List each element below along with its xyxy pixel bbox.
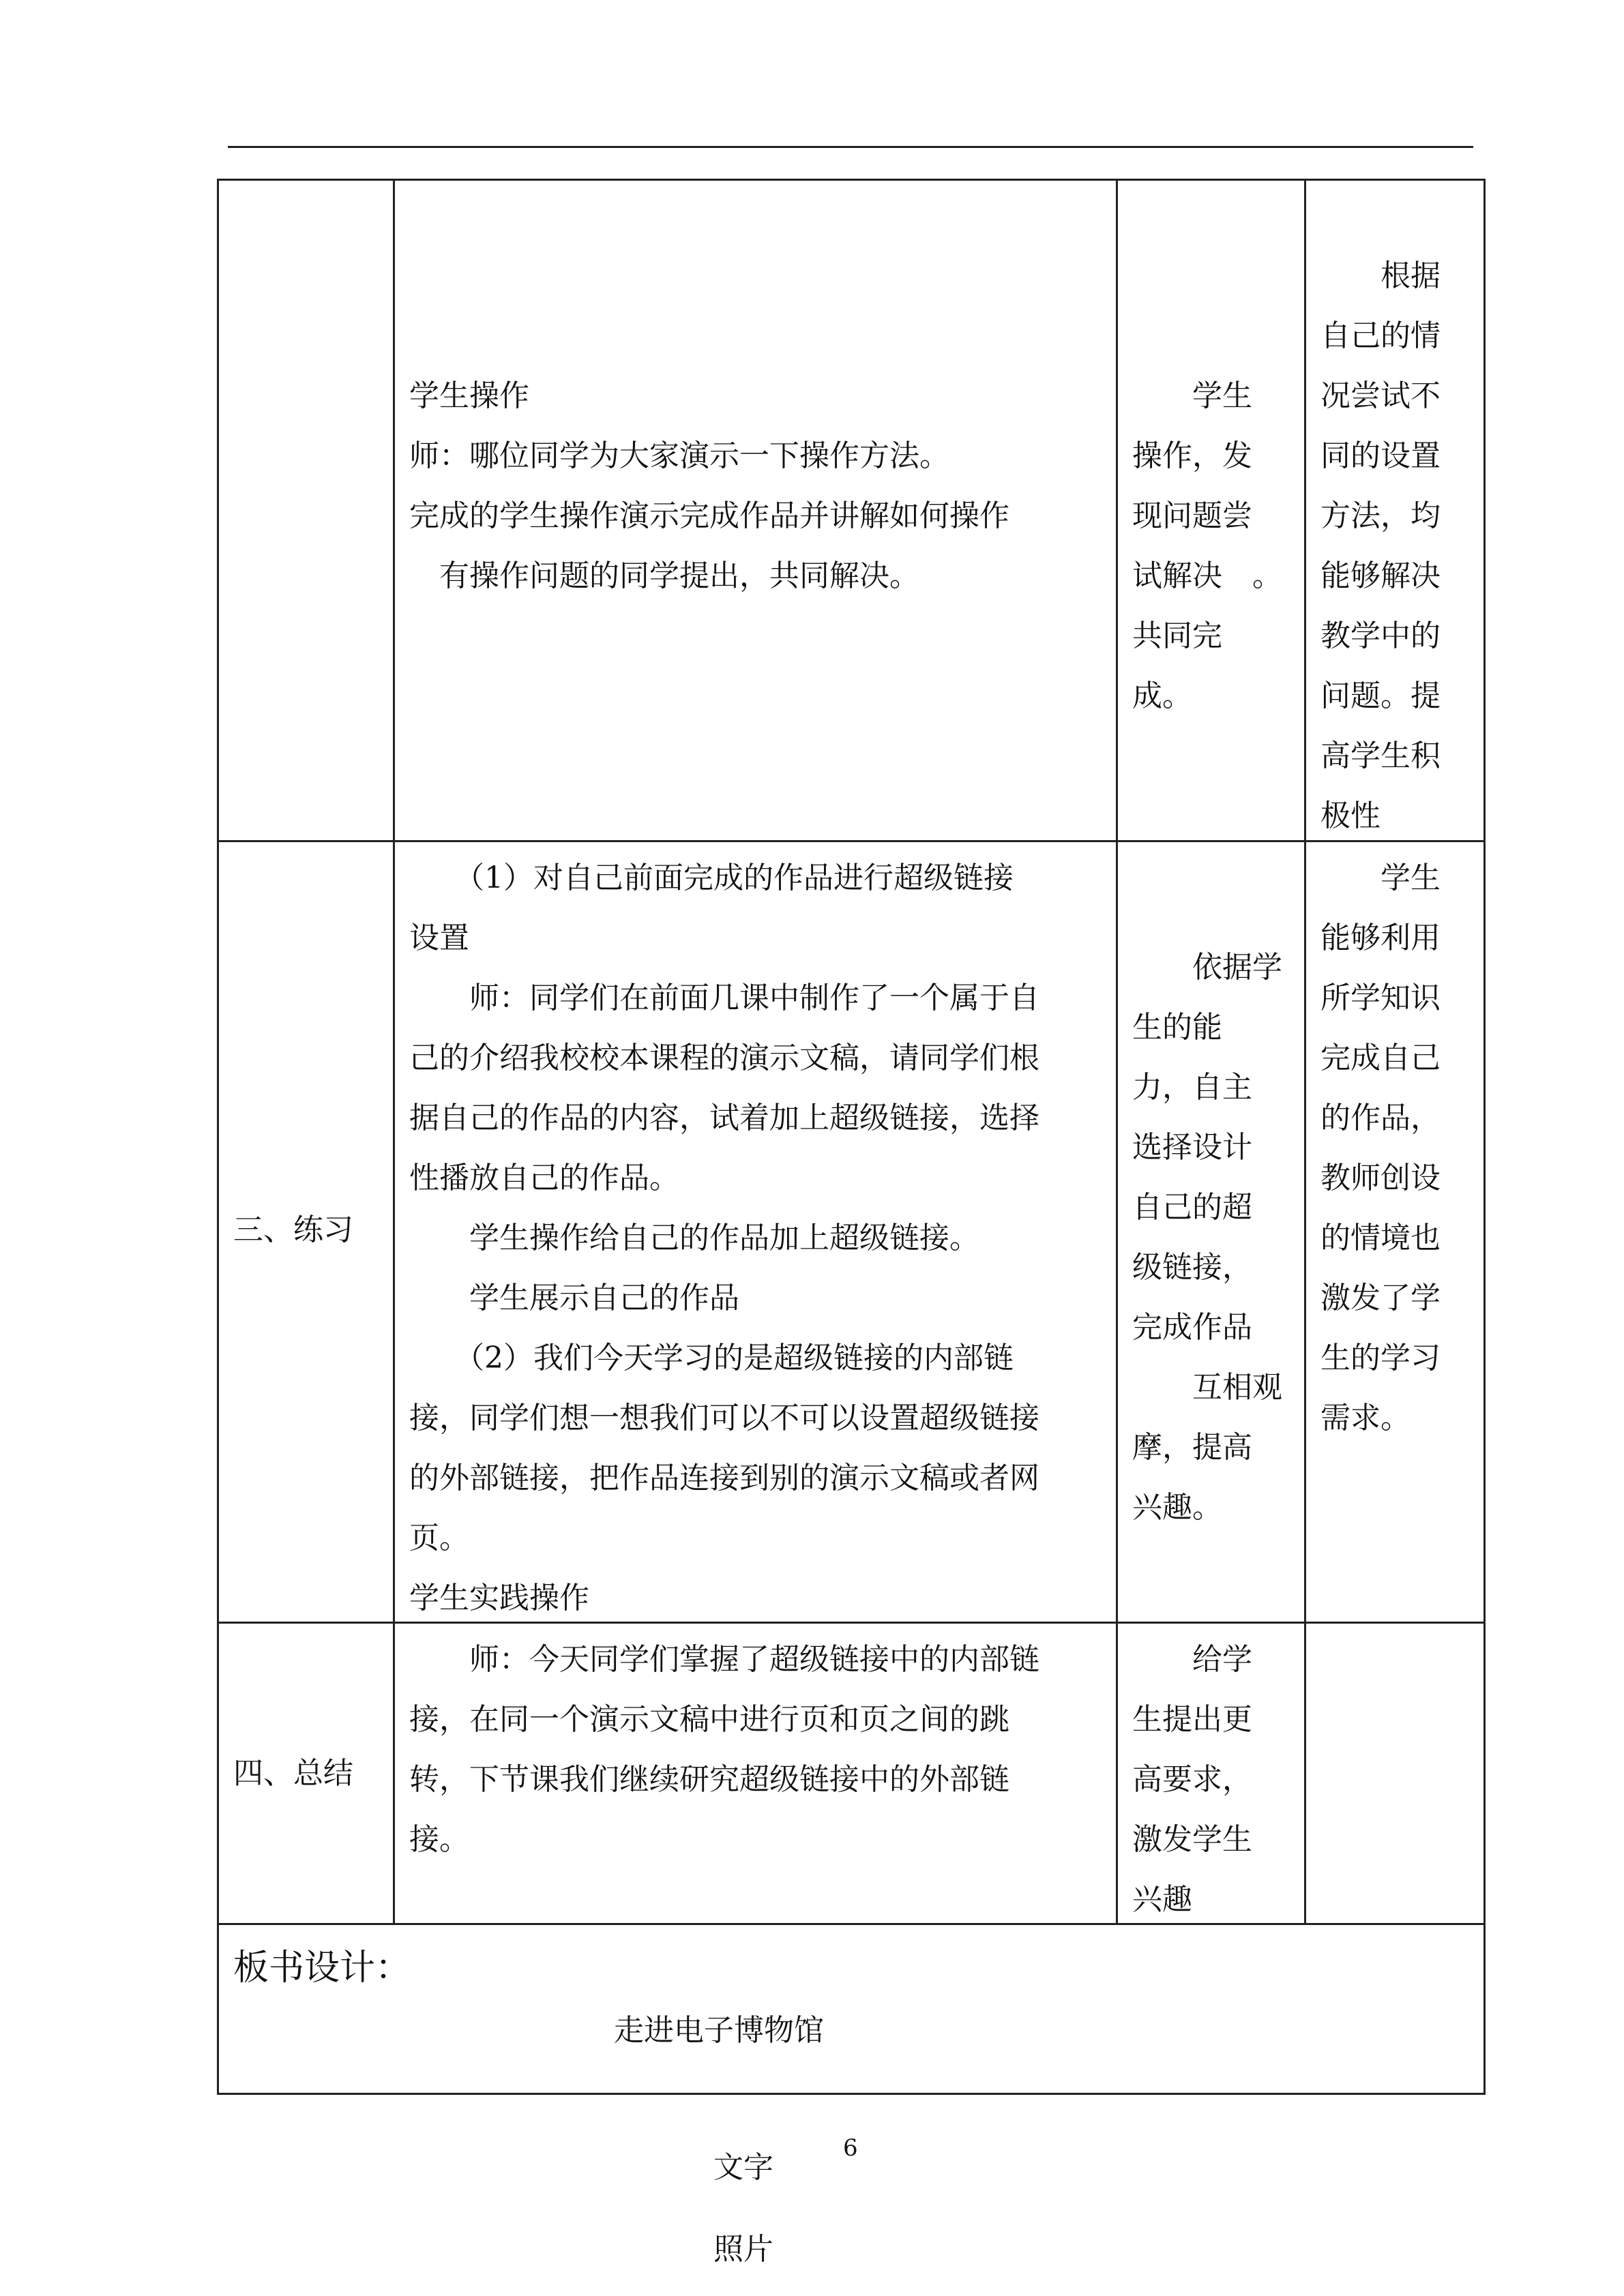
column-divider-1 xyxy=(393,179,395,1923)
text-line: 转，下节课我们继续研究超级链接中的外部链 xyxy=(409,1762,1009,1797)
page-number: 6 xyxy=(843,2134,858,2162)
text-line: 师：今天同学们掌握了超级链接中的内部链 xyxy=(409,1642,1039,1677)
text-line: 能够解决 xyxy=(1320,558,1441,593)
text-line: 共同完 xyxy=(1132,618,1222,653)
text-line: 己的介绍我校校本课程的演示文稿，请同学们根 xyxy=(409,1041,1039,1075)
text-line: 生的能 xyxy=(1132,1010,1222,1045)
text-line: 自己的超 xyxy=(1132,1190,1252,1225)
text-line: 学生实践操作 xyxy=(409,1581,589,1615)
header-rule xyxy=(228,146,1473,148)
text-line: 师：哪位同学为大家演示一下操作方法。 xyxy=(409,438,949,473)
row3-label xyxy=(233,1744,353,1804)
text-line: （1）对自己前面完成的作品进行超级链接 xyxy=(409,861,1014,895)
text-line: 问题。提 xyxy=(1320,679,1441,713)
text-line: 方法，均 xyxy=(1320,498,1441,533)
text-line: 选择设计 xyxy=(1132,1130,1252,1165)
row-divider-3 xyxy=(217,1923,1486,1925)
text-line: 根据 xyxy=(1320,258,1441,293)
text-line: 高要求， xyxy=(1132,1762,1252,1797)
text-line: 操作，发 xyxy=(1132,438,1252,473)
text-line: 给学 xyxy=(1132,1642,1252,1677)
row1-intent xyxy=(1320,246,1441,846)
text-line: 完成的学生操作演示完成作品并讲解如何操作 xyxy=(409,498,1009,533)
text-line: 摩，提高 xyxy=(1132,1430,1252,1465)
row2-content xyxy=(409,848,1039,1628)
text-line: 兴趣 xyxy=(1132,1882,1192,1917)
text-line: 依据学 xyxy=(1132,950,1282,985)
text-line: 页。 xyxy=(409,1521,469,1555)
row2-label xyxy=(233,1200,353,1260)
section-label: 四、总结 xyxy=(233,1756,353,1791)
text-line: 教师创设 xyxy=(1320,1161,1441,1195)
text-line: 试解决 。 xyxy=(1132,558,1282,593)
row2-intent xyxy=(1320,848,1441,1448)
board-design-title: 板书设计： xyxy=(233,1948,411,1988)
text-line: 完成自己 xyxy=(1320,1041,1441,1075)
text-line: 学生操作给自己的作品加上超级链接。 xyxy=(409,1221,979,1255)
row3-activity xyxy=(1132,1630,1252,1930)
footer-text-2: 照片 xyxy=(713,2232,773,2267)
text-line: 生的学习 xyxy=(1320,1341,1441,1375)
text-line: 有操作问题的同学提出，共同解决。 xyxy=(409,558,919,593)
column-divider-2 xyxy=(1116,179,1118,1923)
text-line: 激发学生 xyxy=(1132,1822,1252,1857)
text-line: 据自己的作品的内容，试着加上超级链接，选择 xyxy=(409,1101,1039,1135)
row-divider-1 xyxy=(217,840,1486,842)
text-line: 兴趣。 xyxy=(1132,1490,1222,1525)
text-line: 学生 xyxy=(1132,378,1252,413)
text-line: 的情境也 xyxy=(1320,1221,1441,1255)
text-line: 的作品， xyxy=(1320,1101,1441,1135)
text-line: 学生展示自己的作品 xyxy=(409,1281,739,1315)
text-line: 激发了学 xyxy=(1320,1281,1441,1315)
text-line: 同的设置 xyxy=(1320,438,1441,473)
text-line: 生提出更 xyxy=(1132,1702,1252,1737)
text-line: 所学知识 xyxy=(1320,981,1441,1015)
section-label: 三、练习 xyxy=(233,1212,353,1247)
text-line: 能够利用 xyxy=(1320,921,1441,955)
column-divider-3 xyxy=(1304,179,1306,1923)
board-design-subtitle: 走进电子博物馆 xyxy=(614,2013,824,2048)
text-line: （2）我们今天学习的是超级链接的内部链 xyxy=(409,1341,1014,1375)
text-line: 设置 xyxy=(409,921,469,955)
text-line: 互相观 xyxy=(1132,1370,1282,1405)
text-line: 现问题尝 xyxy=(1132,498,1252,533)
text-line: 学生操作 xyxy=(409,378,529,413)
text-line: 成。 xyxy=(1132,679,1192,713)
text-line: 接，同学们想一想我们可以不可以设置超级链接 xyxy=(409,1401,1039,1435)
text-line: 力，自主 xyxy=(1132,1070,1252,1105)
row3-content xyxy=(409,1630,1039,1870)
footer-text-1: 文字 xyxy=(713,2150,773,2185)
text-line: 完成作品 xyxy=(1132,1310,1252,1345)
text-line: 师：同学们在前面几课中制作了一个属于自 xyxy=(409,981,1039,1015)
text-line: 况尝试不 xyxy=(1320,378,1441,413)
row2-activity xyxy=(1132,938,1282,1538)
text-line: 自己的情 xyxy=(1320,318,1441,353)
row1-activity xyxy=(1132,366,1282,726)
text-line: 接，在同一个演示文稿中进行页和页之间的跳 xyxy=(409,1702,1009,1737)
text-line: 接。 xyxy=(409,1822,469,1857)
text-line: 性播放自己的作品。 xyxy=(409,1161,679,1195)
text-line: 需求。 xyxy=(1320,1401,1411,1435)
row1-content xyxy=(409,366,1009,606)
text-line: 级链接， xyxy=(1132,1250,1252,1285)
text-line: 高学生积 xyxy=(1320,739,1441,773)
text-line: 极性 xyxy=(1320,799,1381,833)
text-line: 教学中的 xyxy=(1320,618,1441,653)
text-line: 学生 xyxy=(1320,861,1441,895)
text-line: 的外部链接，把作品连接到别的演示文稿或者网 xyxy=(409,1461,1039,1495)
